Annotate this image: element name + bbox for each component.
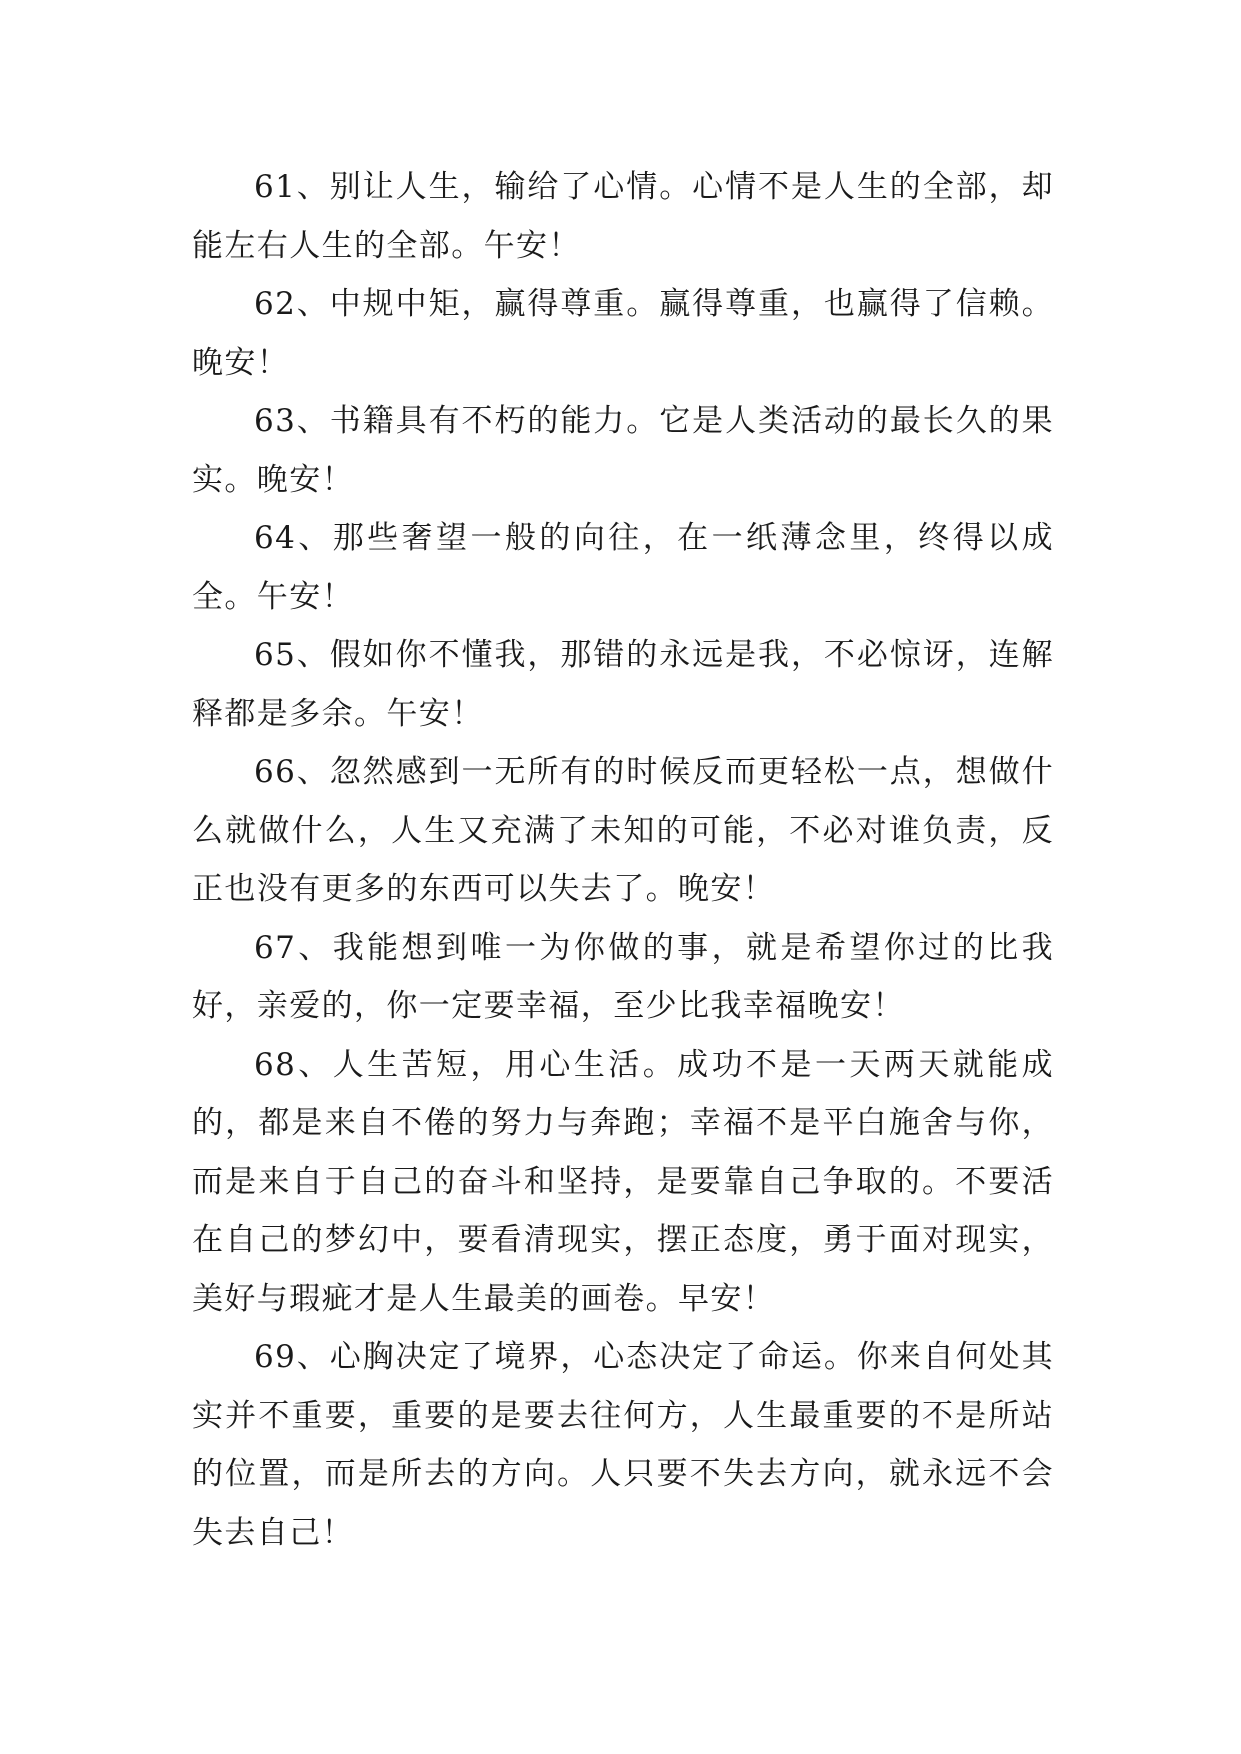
paragraph-64: 64、那些奢望一般的向往，在一纸薄念里，终得以成全。午安！ (192, 520, 1054, 615)
document-body (192, 158, 1054, 1562)
paragraph-66: 66、忽然感到一无所有的时候反而更轻松一点，想做什么就做什么，人生又充满了未知的可能，不必对谁负责，反正也没有更多的东西可以失去了。晚安！ (192, 754, 1054, 907)
paragraph-67: 67、我能想到唯一为你做的事，就是希望你过的比我好，亲爱的，你一定要幸福，至少比我幸福晚安！ (192, 929, 1054, 1024)
paragraph-65: 65、假如你不懂我，那错的永远是我，不必惊讶，连解释都是多余。午安！ (192, 637, 1054, 732)
paragraph-62: 62、中规中矩，赢得尊重。赢得尊重，也赢得了信赖。晚安！ (192, 286, 1054, 381)
paragraph-63: 63、书籍具有不朽的能力。它是人类活动的最长久的果实。晚安！ (192, 403, 1054, 498)
paragraph-68: 68、人生苦短，用心生活。成功不是一天两天就能成的，都是来自不倦的努力与奔跑；幸福不是平白施舍与你，而是来自于自己的奋斗和坚持，是要靠自己争取的。不要活在自己的梦幻中，要看清现实，摆正态度，勇于面对现实，美好与瑕疵才是人生最美的画卷。早安！ (192, 1046, 1054, 1317)
paragraph-69: 69、心胸决定了境界，心态决定了命运。你来自何处其实并不重要，重要的是要去往何方，人生最重要的不是所站的位置，而是所去的方向。人只要不失去方向，就永远不会失去自己！ (192, 1339, 1054, 1551)
paragraph-61: 61、别让人生，输给了心情。心情不是人生的全部，却能左右人生的全部。午安！ (192, 169, 1054, 264)
